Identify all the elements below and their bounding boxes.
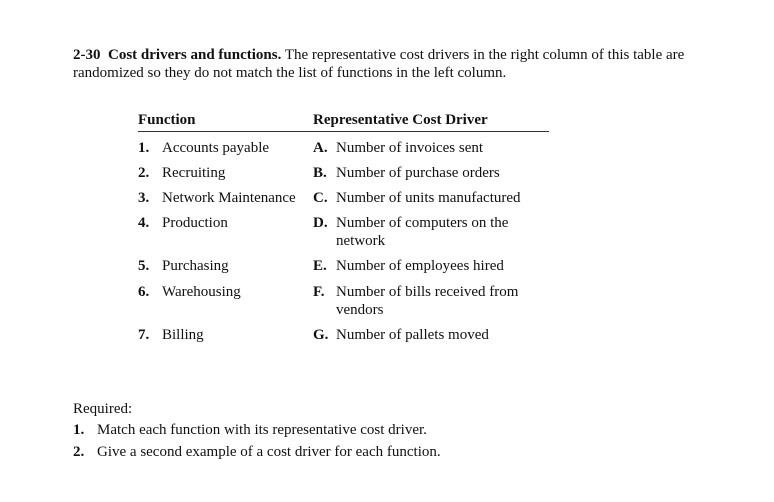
function-name: Recruiting [162,165,226,181]
problem-intro [73,46,713,82]
problem-number: 2-30 [73,47,101,63]
function-name: Purchasing [162,258,229,274]
driver-letter: G. [313,327,329,343]
header-rule [138,131,549,132]
function-number: 6. [138,284,150,300]
function-name: Warehousing [162,284,241,300]
function-number: 7. [138,327,150,343]
driver-letter: E. [313,258,327,274]
function-number: 4. [138,215,150,231]
required-item-number: 2. [73,444,85,460]
required-item-number: 1. [73,422,85,438]
problem-title: Cost drivers and functions. [108,47,282,63]
driver-letter: B. [313,165,327,181]
driver-letter: A. [313,140,328,156]
driver-text: Number of computers on the network [336,215,509,249]
required-item-text: Match each function with its representative cost driver. [97,422,427,438]
function-number: 1. [138,140,150,156]
function-number: 2. [138,165,150,181]
driver-letter: D. [313,215,328,231]
driver-column-header: Representative Cost Driver [313,112,488,128]
function-name: Production [162,215,228,231]
function-column-header: Function [138,112,196,128]
problem-description: The representative cost drivers in the right column of this table are randomized so they do not match the list of functions in the left column. [73,47,685,81]
driver-text: Number of bills received from vendors [336,284,519,318]
driver-letter: F. [313,284,325,300]
required-item-text: Give a second example of a cost driver for each function. [97,444,441,460]
required-heading: Required: [73,401,133,417]
driver-text: Number of invoices sent [336,140,484,156]
driver-text: Number of purchase orders [336,165,500,181]
driver-text: Number of employees hired [336,258,504,274]
function-name: Billing [162,327,204,343]
function-name: Network Maintenance [162,190,296,206]
function-number: 5. [138,258,150,274]
driver-letter: C. [313,190,328,206]
driver-text: Number of units manufactured [336,190,521,206]
function-number: 3. [138,190,150,206]
driver-text: Number of pallets moved [336,327,489,343]
function-name: Accounts payable [162,140,270,156]
